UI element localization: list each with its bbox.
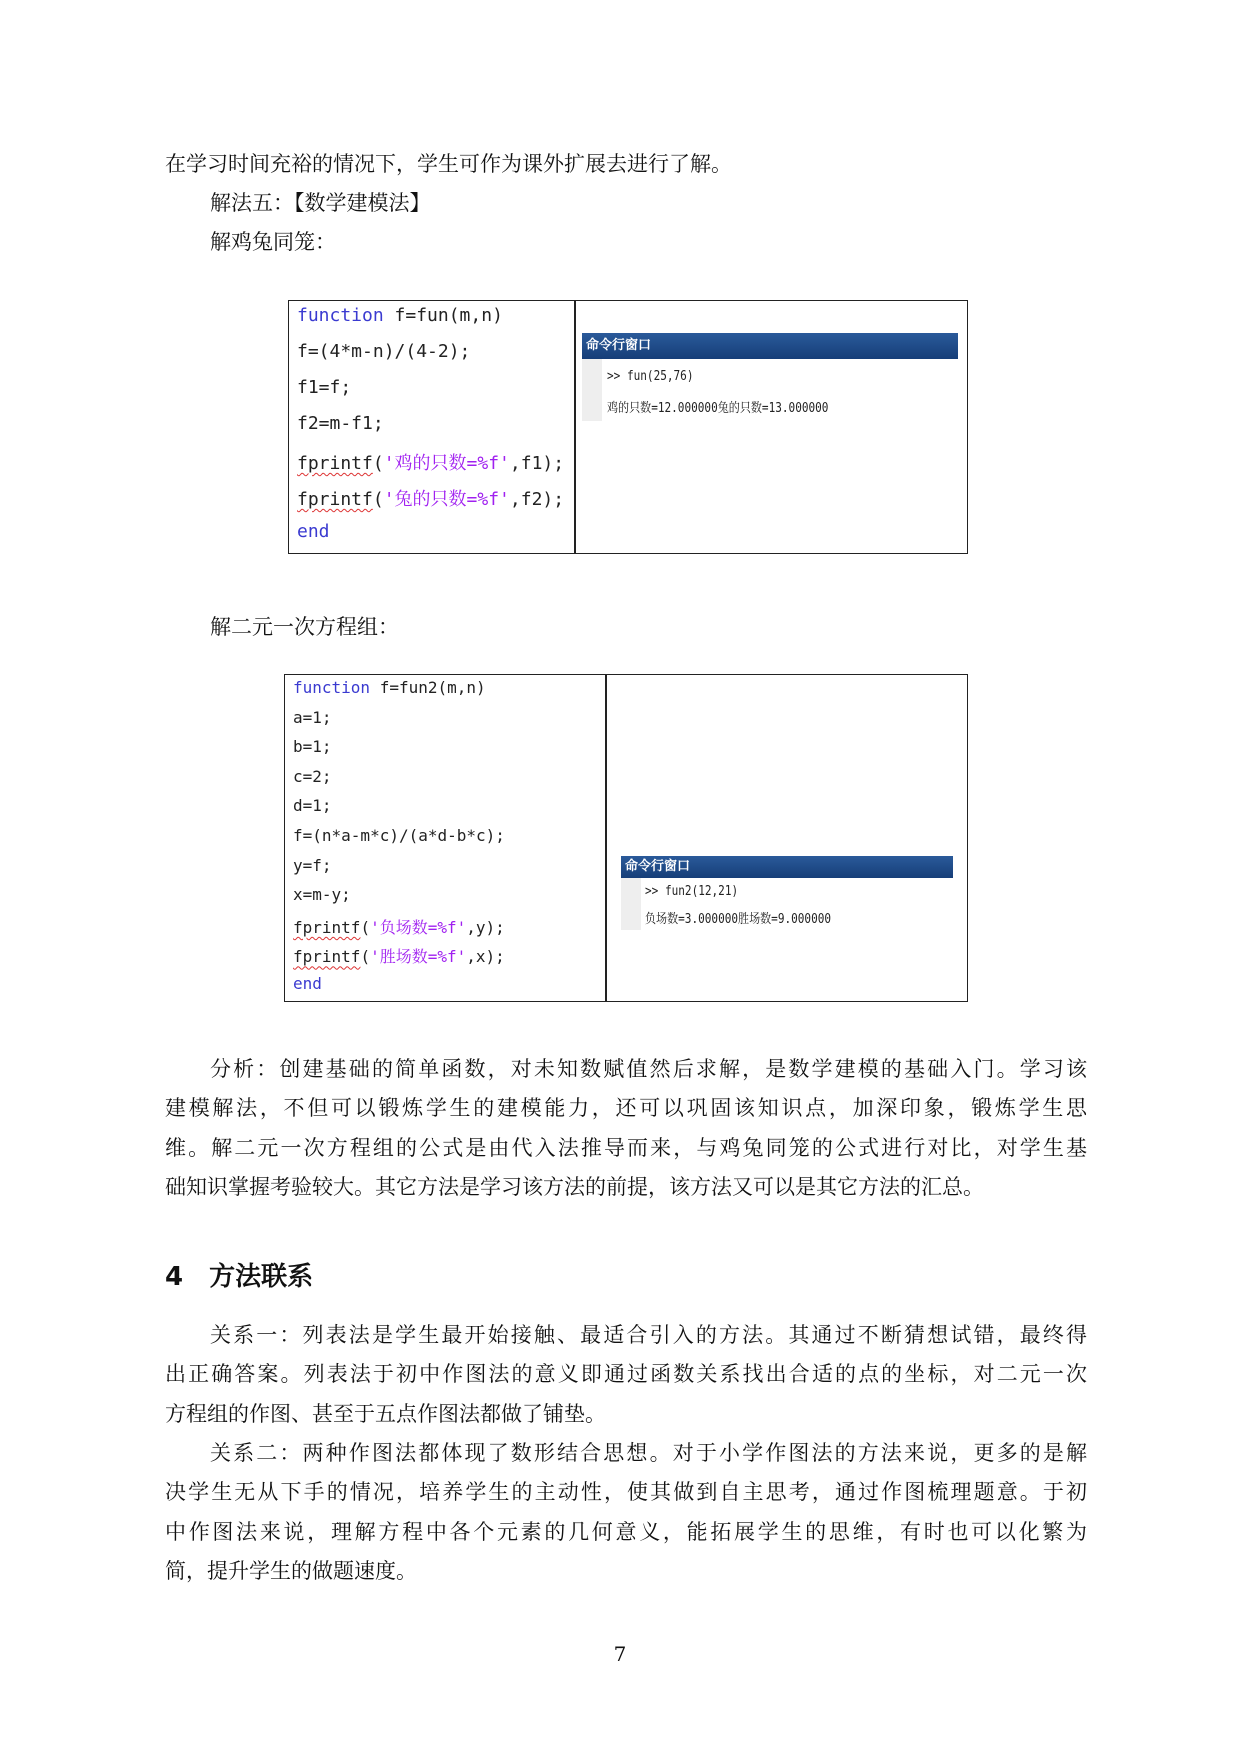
paragraph-line: 建模解法，不但可以锻炼学生的建模能力，还可以巩固该知识点，加深印象，锻炼学生思 xyxy=(165,1096,1087,1121)
code-line xyxy=(297,521,330,542)
code-token: function xyxy=(293,678,371,697)
code-line xyxy=(293,885,351,904)
code-line xyxy=(293,767,332,786)
paragraph-line: 关系一：列表法是学生最开始接触、最适合引入的方法。其通过不断猜想试错，最终得 xyxy=(210,1323,1087,1347)
code-line xyxy=(297,305,503,326)
method-title: 解法五：【数学建模法】 xyxy=(210,191,431,215)
paragraph-line: 方程组的作图、甚至于五点作图法都做了铺垫。 xyxy=(165,1401,606,1426)
code-token: b=1; xyxy=(293,737,332,757)
code-table-2 xyxy=(284,674,968,1002)
subheading-equations: 解二元一次方程组： xyxy=(210,615,399,639)
code-line xyxy=(293,856,332,875)
code-token: ,x); xyxy=(466,947,505,967)
page-number: 7 xyxy=(613,1642,627,1666)
console-title-1: 命令行窗口 xyxy=(582,333,958,359)
code-line xyxy=(297,341,470,362)
console-command-2: >> fun2(12,21) xyxy=(645,884,739,899)
code-token: f=fun(m,n) xyxy=(383,305,503,326)
code-line xyxy=(293,974,322,993)
code-token: fprintf xyxy=(297,453,373,474)
section-number: 4 xyxy=(165,1262,184,1292)
section-title: 方法联系 xyxy=(209,1262,314,1292)
code-token: ( xyxy=(360,947,371,967)
code-line xyxy=(293,915,505,938)
code-line xyxy=(297,413,384,434)
paragraph-line: 决学生无从下手的情况，培养学生的主动性，使其做到自主思考，通过作图梳理题意。于初 xyxy=(165,1480,1087,1505)
code-token: ( xyxy=(372,453,384,474)
code-token: c=2; xyxy=(293,766,332,786)
code-line xyxy=(293,737,332,756)
code-token: ( xyxy=(372,489,384,510)
code-token: end xyxy=(297,521,330,542)
code-token: '负场数=%f' xyxy=(370,917,467,937)
code-line xyxy=(293,708,332,727)
code-line xyxy=(293,826,505,845)
paragraph-line: 分析：创建基础的简单函数，对未知数赋值然后求解，是数学建模的基础入门。学习该 xyxy=(210,1057,1087,1081)
paragraph-line: 维。解二元一次方程组的公式是由代入法推导而来，与鸡兔同笼的公式进行对比，对学生基 xyxy=(165,1135,1087,1160)
code-token: a=1; xyxy=(293,707,332,727)
subheading-chicken-rabbit: 解鸡兔同笼： xyxy=(210,230,336,254)
console-output-1: 鸡的只数=12.000000兔的只数=13.000000 xyxy=(607,401,829,416)
code-token: d=1; xyxy=(293,796,332,816)
code-line xyxy=(297,485,564,511)
code-token: ( xyxy=(360,917,371,937)
paragraph-line: 中作图法来说，理解方程中各个元素的几何意义，能拓展学生的思维，有时也可以化繁为 xyxy=(165,1519,1087,1544)
code-token: fprintf xyxy=(293,917,361,937)
code-token: '胜场数=%f' xyxy=(370,947,467,967)
paragraph-line: 简，提升学生的做题速度。 xyxy=(165,1559,417,1584)
paragraph-line: 关系二：两种作图法都体现了数形结合思想。对于小学作图法的方法来说，更多的是解 xyxy=(210,1441,1087,1465)
code-token: '鸡的只数=%f' xyxy=(383,453,510,474)
section-heading xyxy=(165,1256,313,1293)
paragraph-line: 础知识掌握考验较大。其它方法是学习该方法的前提，该方法又可以是其它方法的汇总。 xyxy=(165,1175,984,1200)
code-token: ,f2); xyxy=(509,489,565,510)
code-token: f2=m-f1; xyxy=(297,413,384,434)
code-token: fprintf xyxy=(297,489,373,510)
code-token: x=m-y; xyxy=(293,885,351,905)
code-line xyxy=(293,678,486,697)
code-token: f1=f; xyxy=(297,377,352,398)
code-line xyxy=(293,796,332,815)
code-token: ,y); xyxy=(466,917,505,937)
code-line xyxy=(297,377,351,398)
paragraph-line: 出正确答案。列表法于初中作图法的意义即通过函数关系找出合适的点的坐标，对二元一次 xyxy=(165,1362,1087,1387)
code-token: f=fun2(m,n) xyxy=(370,678,486,697)
code-line xyxy=(297,449,564,475)
code-token: '兔的只数=%f' xyxy=(383,489,510,510)
console-command-1: >> fun(25,76) xyxy=(607,369,694,384)
code-token: function xyxy=(297,305,384,326)
code-token: y=f; xyxy=(293,855,332,875)
code-token: f=(n*a-m*c)/(a*d-b*c); xyxy=(293,826,505,845)
code-token: fprintf xyxy=(293,947,361,967)
console-title-2: 命令行窗口 xyxy=(621,856,953,878)
code-token: end xyxy=(293,974,322,993)
code-token: ,f1); xyxy=(509,453,565,474)
code-token: f=(4*m-n)/(4-2); xyxy=(297,341,471,362)
code-line xyxy=(293,944,505,967)
console-output-2: 负场数=3.000000胜场数=9.000000 xyxy=(645,912,832,927)
intro-text: 在学习时间充裕的情况下，学生可作为课外扩展去进行了解。 xyxy=(165,152,732,176)
code-table-1 xyxy=(288,300,968,554)
